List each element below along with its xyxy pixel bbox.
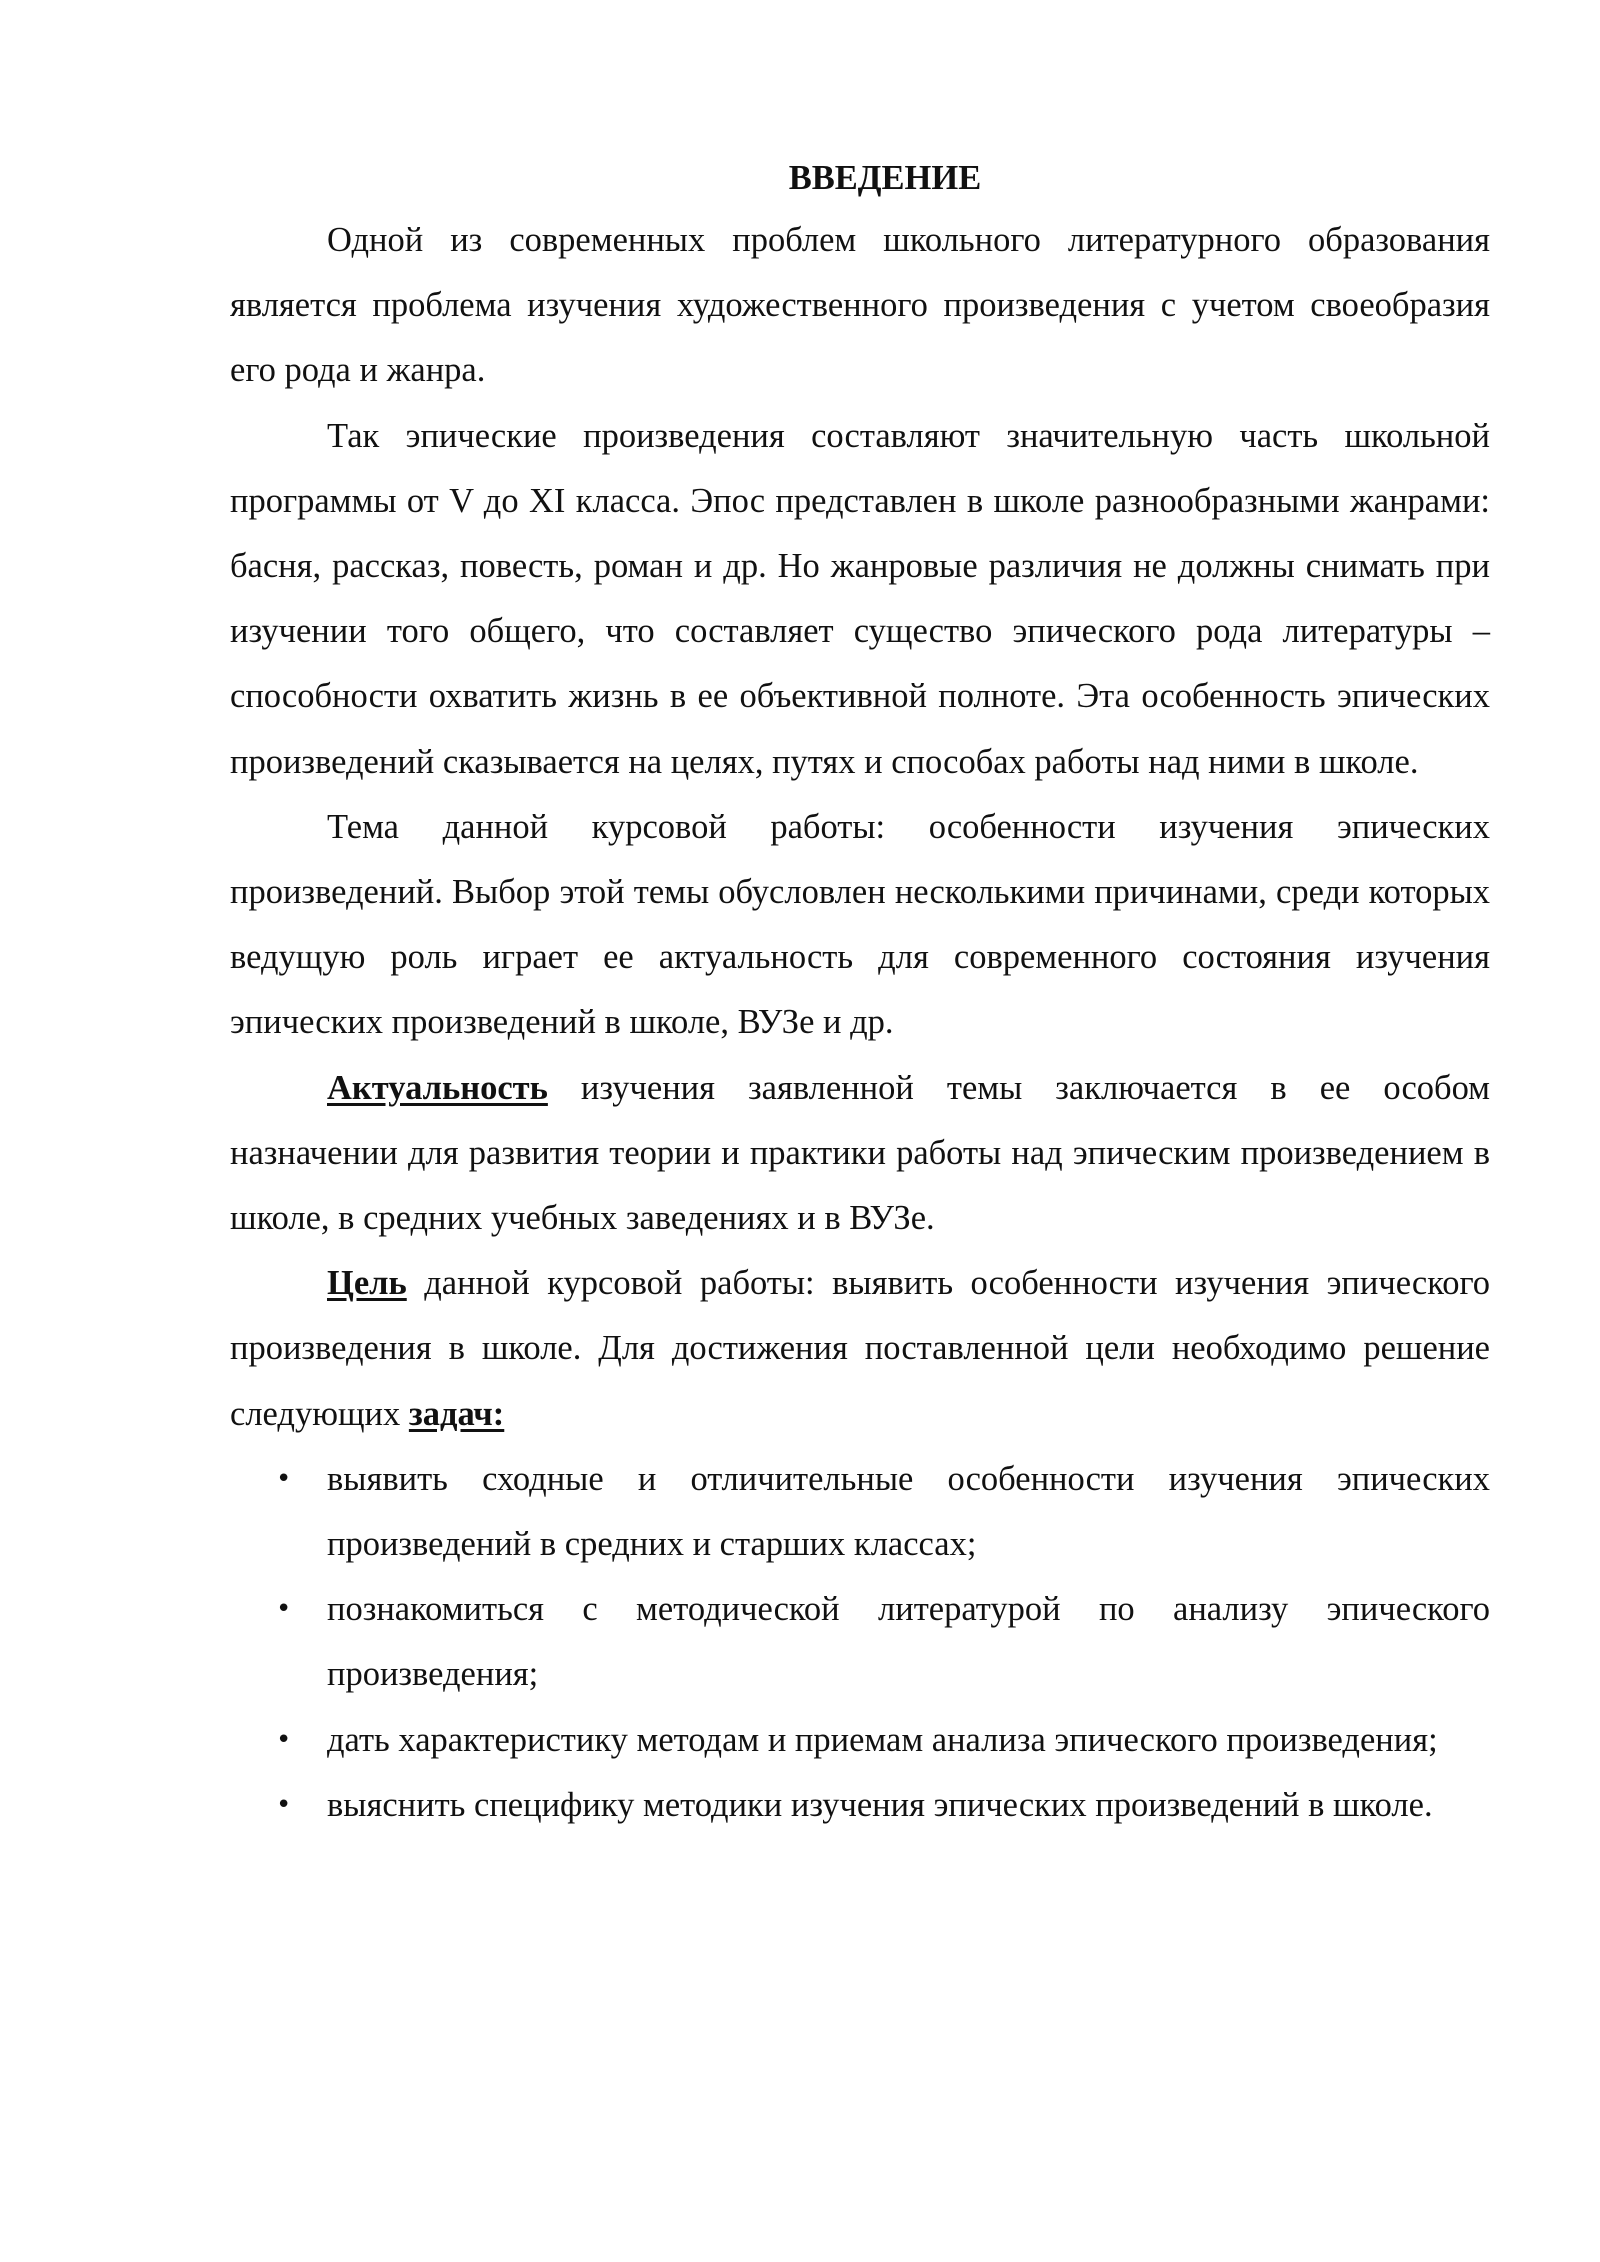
document-body xyxy=(230,148,1490,1838)
task-text: выявить сходные и отличительные особенности изучения эпических произведений в средних и старших классах; xyxy=(327,1459,1490,1564)
task-text: выяснить специфику методики изучения эпических произведений в школе. xyxy=(327,1785,1433,1824)
relevance-text: изучения заявленной темы заключается в ее особом назначении для развития теории и практики работы над эпическим произведением в школе, в средних учебных заведениях и в ВУЗе. xyxy=(230,1068,1490,1238)
bullet-icon: • xyxy=(276,1463,292,1494)
paragraph-problem: Одной из современных проблем школьного литературного образования является проблема изучения художественного произведения с учетом своеобразия его рода и жанра. xyxy=(230,221,1490,390)
paragraph-topic: Тема данной курсовой работы: особенности изучения эпических произведений. Выбор этой темы обусловлен несколькими причинами, среди которых ведущую роль играет ее актуальность для современного состояния изучения эпических произведений в школе, ВУЗе и др. xyxy=(230,807,1490,1042)
list-item xyxy=(230,1773,1490,1838)
tasks-term: задач: xyxy=(408,1394,505,1433)
paragraph-epic-works: Так эпические произведения составляют значительную часть школьной программы от V до XI класса. Эпос представлен в школе разнообразными жанрами: басня, рассказ, повесть, роман и др. Но жанровые различия не должны снимать при изучении того общего, что составляет существо эпического рода литературы – способности охватить жизнь в ее объективной полноте. Эта особенность эпических произведений сказывается на целях, путях и способах работы над ними в школе. xyxy=(230,416,1490,781)
task-text: познакомиться с методической литературой по анализу эпического произведения; xyxy=(327,1590,1490,1694)
section-heading: ВВЕДЕНИЕ xyxy=(788,159,982,197)
goal-text: данной курсовой работы: выявить особенности изучения эпического произведения в школе. Для достижения поставленной цели необходимо решение следующих xyxy=(230,1264,1490,1433)
paragraph-relevance xyxy=(230,1056,1490,1252)
bullet-icon: • xyxy=(276,1789,292,1820)
relevance-term: Актуальность xyxy=(327,1068,548,1107)
list-item xyxy=(230,1708,1490,1773)
bullet-icon: • xyxy=(276,1724,292,1755)
paragraph-goal xyxy=(230,1251,1490,1447)
bullet-icon: • xyxy=(276,1594,292,1625)
task-text: дать характеристику методам и приемам анализа эпического произведения; xyxy=(327,1720,1438,1759)
list-item xyxy=(230,1447,1490,1577)
list-item xyxy=(230,1577,1490,1707)
tasks-list xyxy=(230,1447,1490,1838)
goal-term: Цель xyxy=(327,1264,407,1303)
